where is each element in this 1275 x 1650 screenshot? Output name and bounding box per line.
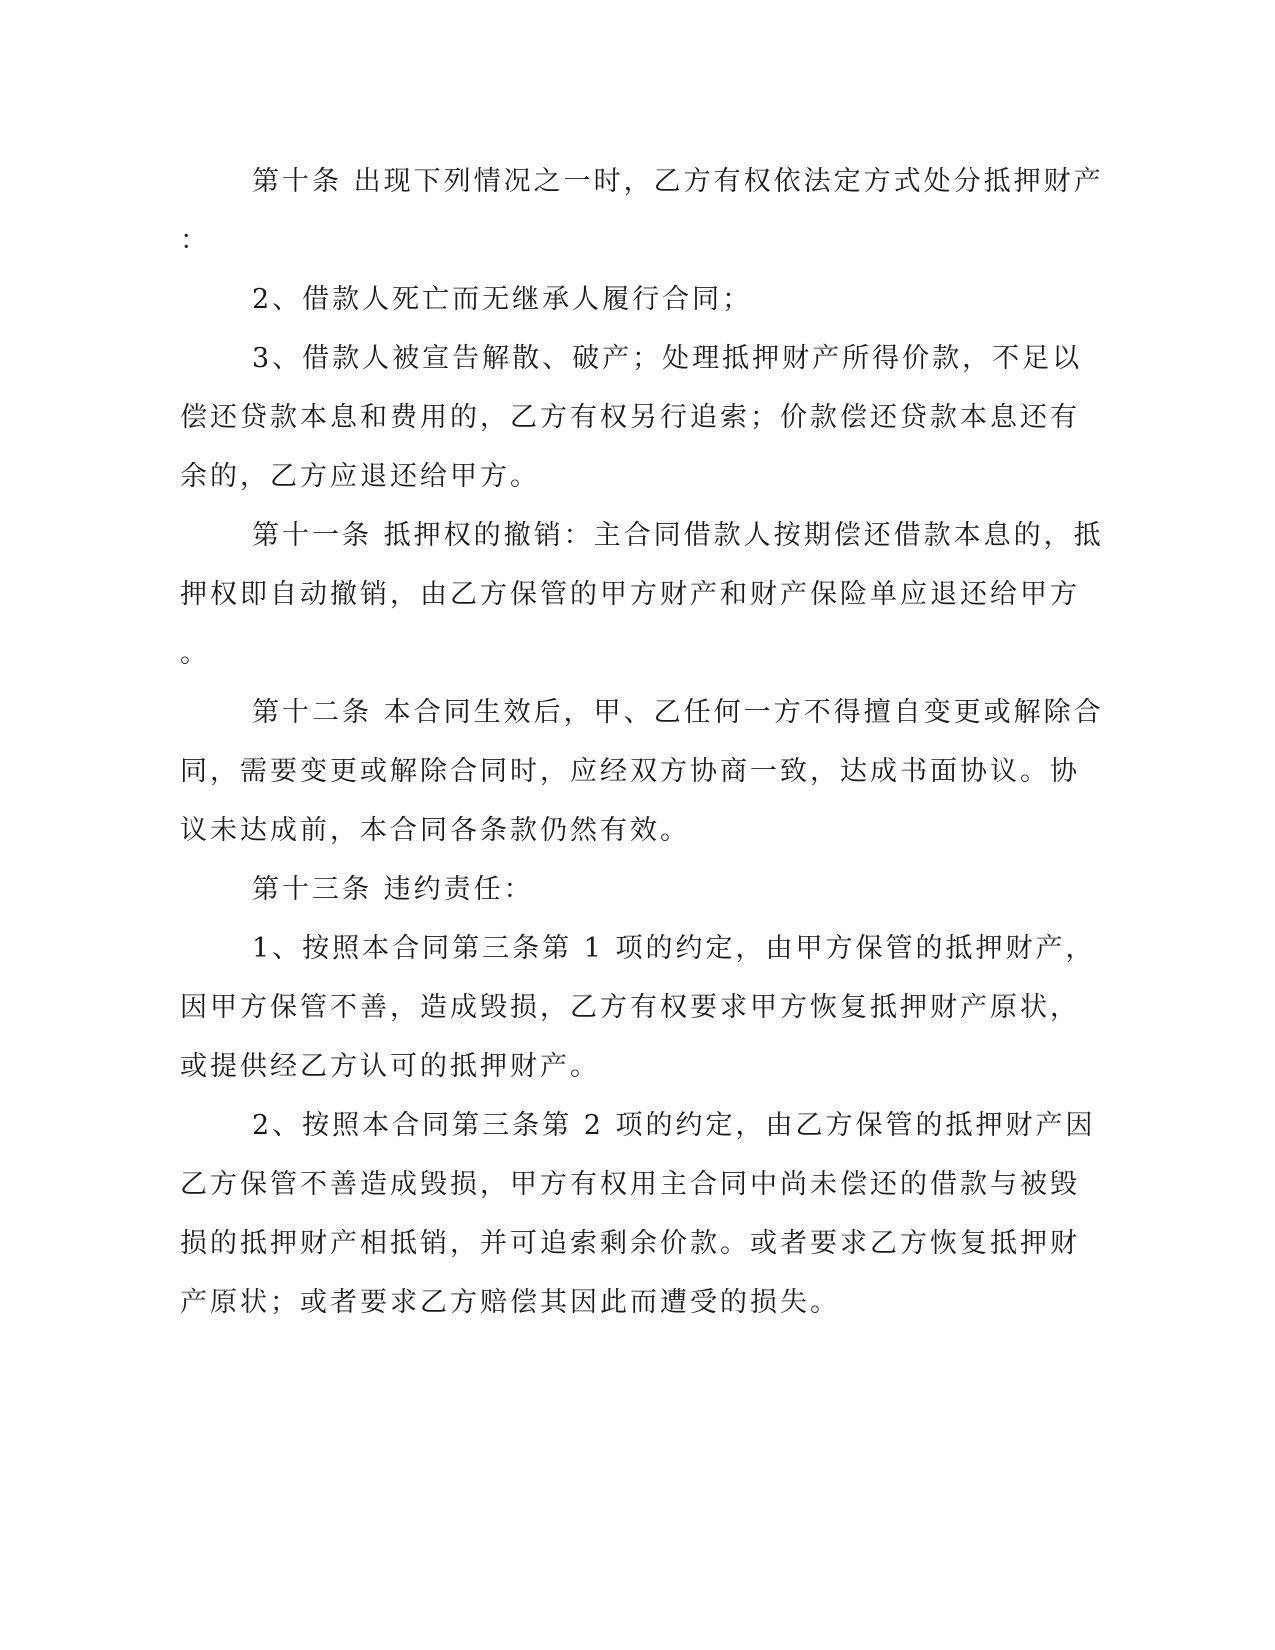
text-line: 第十三条 违约责任： [252,874,534,905]
text-line: ： [180,225,210,256]
contract-text [180,152,1104,1332]
text-line: 产原状；或者要求乙方赔偿其因此而遭受的损失。 [180,1287,840,1318]
text-line: 2、借款人死亡而无继承人履行合同； [252,284,753,315]
text-line: 余的，乙方应退还给甲方。 [180,461,540,492]
text-line: 。 [180,638,210,669]
text-line: 因甲方保管不善，造成毁损，乙方有权要求甲方恢复抵押财产原状， [180,992,1080,1023]
text-line: 2、按照本合同第三条第 2 项的约定，由乙方保管的抵押财产因 [252,1110,1096,1141]
text-line: 议未达成前，本合同各条款仍然有效。 [180,815,690,846]
text-line: 或提供经乙方认可的抵押财产。 [180,1051,600,1082]
text-line: 押权即自动撤销，由乙方保管的甲方财产和财产保险单应退还给甲方 [180,579,1080,610]
text-line: 偿还贷款本息和费用的，乙方有权另行追索；价款偿还贷款本息还有 [180,402,1080,433]
text-line: 1、按照本合同第三条第 1 项的约定，由甲方保管的抵押财产， [252,933,1096,964]
text-line: 第十条 出现下列情况之一时，乙方有权依法定方式处分抵押财产 [252,166,1104,197]
text-line: 损的抵押财产相抵销，并可追索剩余价款。或者要求乙方恢复抵押财 [180,1228,1080,1259]
text-line: 3、借款人被宣告解散、破产；处理抵押财产所得价款，不足以 [252,343,1083,374]
text-line: 乙方保管不善造成毁损，甲方有权用主合同中尚未偿还的借款与被毁 [180,1169,1080,1200]
text-line: 第十二条 本合同生效后，甲、乙任何一方不得擅自变更或解除合 [252,697,1104,728]
text-line: 第十一条 抵押权的撤销：主合同借款人按期偿还借款本息的，抵 [252,520,1104,551]
text-line: 同，需要变更或解除合同时，应经双方协商一致，达成书面协议。协 [180,756,1080,787]
